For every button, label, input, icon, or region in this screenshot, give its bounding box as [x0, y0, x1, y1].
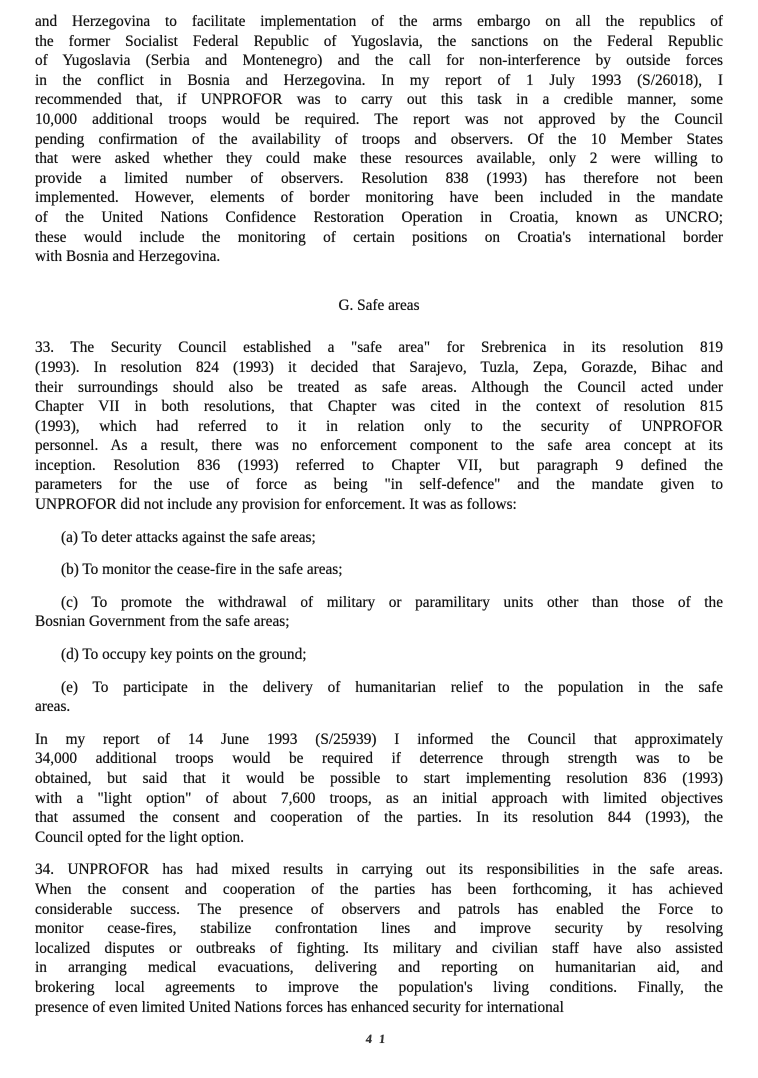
- text-line: provide a limited number of observers. Resolution 838 (1993) has therefore not been: [35, 169, 723, 187]
- text-line: presence of even limited United Nations forces has enhanced security for international: [35, 998, 564, 1016]
- text-line: implemented. However, elements of border monitoring have been included in the mandate: [35, 189, 723, 207]
- text-line: When the consent and cooperation of the parties has been forthcoming, it has achieved: [35, 880, 723, 898]
- text-line: that assumed the consent and cooperation of the parties. In its resolution 844 (1993), the: [35, 809, 723, 827]
- text-line: obtained, but said that it would be possible to start implementing resolution 836 (1993): [35, 770, 723, 787]
- text-line: 33. The Security Council established a "safe area" for Srebrenica in its resolution 819: [35, 339, 723, 357]
- text-line: parameters for the use of force as being "in self-defence" and the mandate given to: [35, 476, 723, 494]
- text-line: areas.: [35, 698, 71, 716]
- list-item: [35, 560, 723, 580]
- text-line: personnel. As a result, there was no enforcement component to the safe area concept at its: [35, 437, 723, 455]
- text-line: in the conflict in Bosnia and Herzegovina. In my report of 1 July 1993 (S/26018), I: [35, 71, 723, 89]
- list-item: [35, 678, 723, 717]
- text-line: Bosnian Government from the safe areas;: [35, 613, 290, 631]
- text-line: 10,000 additional troops would be required. The report was not approved by the Council: [35, 110, 723, 128]
- list-item: [35, 528, 723, 548]
- text-line: (b) To monitor the cease-fire in the safe areas;: [61, 561, 343, 579]
- page-number: 41: [365, 1032, 394, 1046]
- section-heading: G. Safe areas: [338, 296, 420, 314]
- paragraph: [35, 860, 723, 1017]
- text-line: brokering local agreements to improve the population's living conditions. Finally, the: [35, 978, 723, 996]
- paragraph: [35, 730, 723, 848]
- text-line: their surroundings should also be treated as safe areas. Although the Council acted under: [35, 378, 723, 396]
- text-line: considerable success. The presence of observers and patrols has enabled the Force to: [35, 900, 723, 918]
- text-line: localized disputes or outbreaks of fighting. Its military and civilian staff have also assisted: [35, 939, 723, 957]
- text-line: recommended that, if UNPROFOR was to carry out this task in a credible manner, some: [35, 91, 723, 109]
- text-line: of the United Nations Confidence Restoration Operation in Croatia, known as UNCRO;: [35, 208, 723, 226]
- text-line: (a) To deter attacks against the safe areas;: [61, 528, 316, 546]
- text-line: and Herzegovina to facilitate implementation of the arms embargo on all the republics of: [35, 13, 723, 30]
- text-line: of Yugoslavia (Serbia and Montenegro) and the call for non-interference by outside forces: [35, 52, 723, 70]
- text-line: (1993), which had referred to it in relation only to the security of UNPROFOR: [35, 417, 723, 435]
- text-line: (d) To occupy key points on the ground;: [61, 646, 307, 664]
- paragraph: [35, 12, 723, 267]
- text-line: Chapter VII in both resolutions, that Chapter was cited in the context of resolution 815: [35, 398, 723, 416]
- text-line: (c) To promote the withdrawal of military or paramilitary units other than those of the: [61, 593, 723, 611]
- document-body: [35, 12, 723, 1017]
- text-line: inception. Resolution 836 (1993) referred to Chapter VII, but paragraph 9 defined the: [35, 456, 723, 474]
- text-line: with a "light option" of about 7,600 troops, as an initial approach with limited objectives: [35, 789, 723, 807]
- text-line: these would include the monitoring of certain positions on Croatia's international border: [35, 228, 723, 246]
- text-line: (e) To participate in the delivery of humanitarian relief to the population in the safe: [61, 678, 723, 696]
- text-line: with Bosnia and Herzegovina.: [35, 248, 221, 266]
- text-line: 34. UNPROFOR has had mixed results in carrying out its responsibilities in the safe areas.: [35, 861, 723, 879]
- text-line: Council opted for the light option.: [35, 828, 245, 846]
- text-line: UNPROFOR did not include any provision for enforcement. It was as follows:: [35, 496, 517, 514]
- paragraph: [35, 338, 723, 514]
- text-line: that were asked whether they could make these resources available, only 2 were willing to: [35, 150, 723, 168]
- text-line: pending confirmation of the availability of troops and observers. Of the 10 Member States: [35, 130, 723, 148]
- text-line: in arranging medical evacuations, delivering and reporting on humanitarian aid, and: [35, 959, 723, 977]
- text-line: 34,000 additional troops would be required if deterrence through strength was to be: [35, 750, 723, 768]
- list-item: [35, 645, 723, 665]
- list-item: [35, 593, 723, 632]
- text-line: monitor cease-fires, stabilize confrontation lines and improve security by resolving: [35, 920, 723, 938]
- text-line: the former Socialist Federal Republic of Yugoslavia, the sanctions on the Federal Republic: [35, 32, 723, 50]
- text-line: In my report of 14 June 1993 (S/25939) I informed the Council that approximately: [35, 730, 723, 748]
- text-line: (1993). In resolution 824 (1993) it decided that Sarajevo, Tuzla, Zepa, Gorazde, Bihac and: [35, 358, 723, 376]
